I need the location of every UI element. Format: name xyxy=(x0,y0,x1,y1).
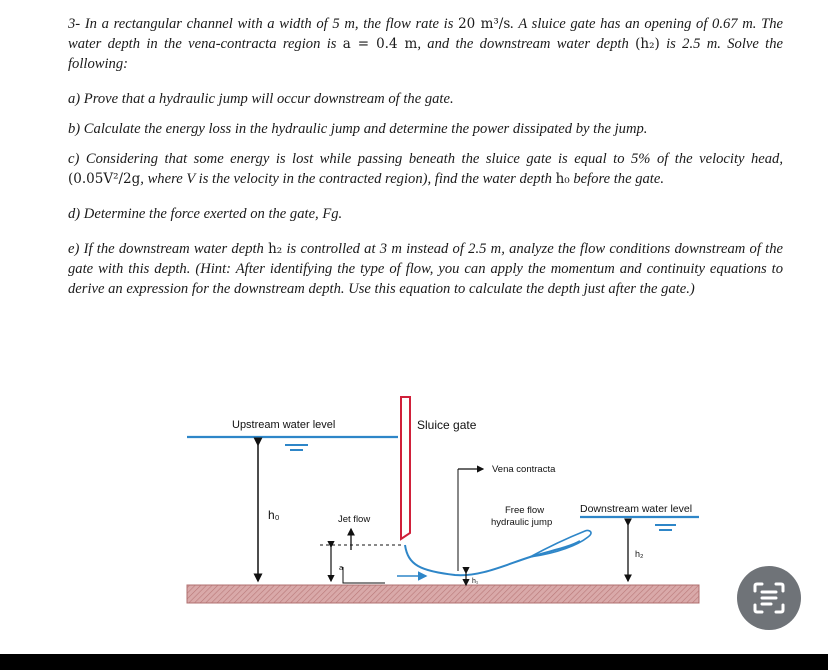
jump-label-line1: Free flow xyxy=(505,505,545,516)
part-b: b) Calculate the energy loss in the hydraulic jump and determine the power dissipated by the jump. xyxy=(68,121,648,137)
upstream-level-symbol xyxy=(285,445,308,450)
downstream-water-label: Downstream water level xyxy=(580,503,693,515)
downstream-level-symbol xyxy=(655,525,676,530)
upstream-water-label: Upstream water level xyxy=(232,419,336,431)
part-c: c) Considering that some energy is lost while passing beneath the sluice gate is equal to 5% of the velocity head, (0.05V²/2g, where V is the velocity in the contracted region), find the water depth h₀ before the gate. xyxy=(68,151,783,187)
part-a: a) Prove that a hydraulic jump will occur downstream of the gate. xyxy=(68,91,454,107)
part-e: e) If the downstream water depth h₂ is controlled at 3 m instead of 2.5 m, analyze the flow conditions downstream of the gate with this depth. (Hint: After identifying the type of flow, you can apply the momentum and continuity equations to derive an expression for the downstream depth. Use this equation to calculate the depth just after the gate.) xyxy=(68,241,783,297)
sluice-gate-diagram xyxy=(180,385,710,615)
bottom-bar xyxy=(0,654,828,670)
a-label: a xyxy=(339,563,344,572)
jump-label-line2: hydraulic jump xyxy=(491,517,553,528)
problem-intro: 3- In a rectangular channel with a width of 5 m, the flow rate is 20 m³/s. A sluice gate has an opening of 0.67 m. The water depth in the vena-contracta region is a = 0.4 m, and the downstream water depth (h₂) is 2.5 m. Solve the following: xyxy=(68,16,783,72)
vena-contracta-label: Vena contracta xyxy=(492,464,556,475)
water-surface-profile xyxy=(405,541,580,575)
h1-label: h₁ xyxy=(472,578,479,585)
text-scan-button[interactable] xyxy=(737,566,801,630)
h0-label: h₀ xyxy=(268,508,280,522)
sluice-gate xyxy=(401,397,410,539)
hydraulic-jump-roller xyxy=(530,530,591,557)
part-d: d) Determine the force exerted on the gate, Fg. xyxy=(68,206,343,222)
text-scan-icon xyxy=(751,580,787,616)
channel-bed xyxy=(187,585,699,603)
problem-statement xyxy=(68,14,783,314)
flow-bracket xyxy=(343,567,385,583)
h2-label: h₂ xyxy=(635,549,644,559)
jet-flow-label: Jet flow xyxy=(338,514,371,525)
sluice-gate-label: Sluice gate xyxy=(417,418,477,432)
